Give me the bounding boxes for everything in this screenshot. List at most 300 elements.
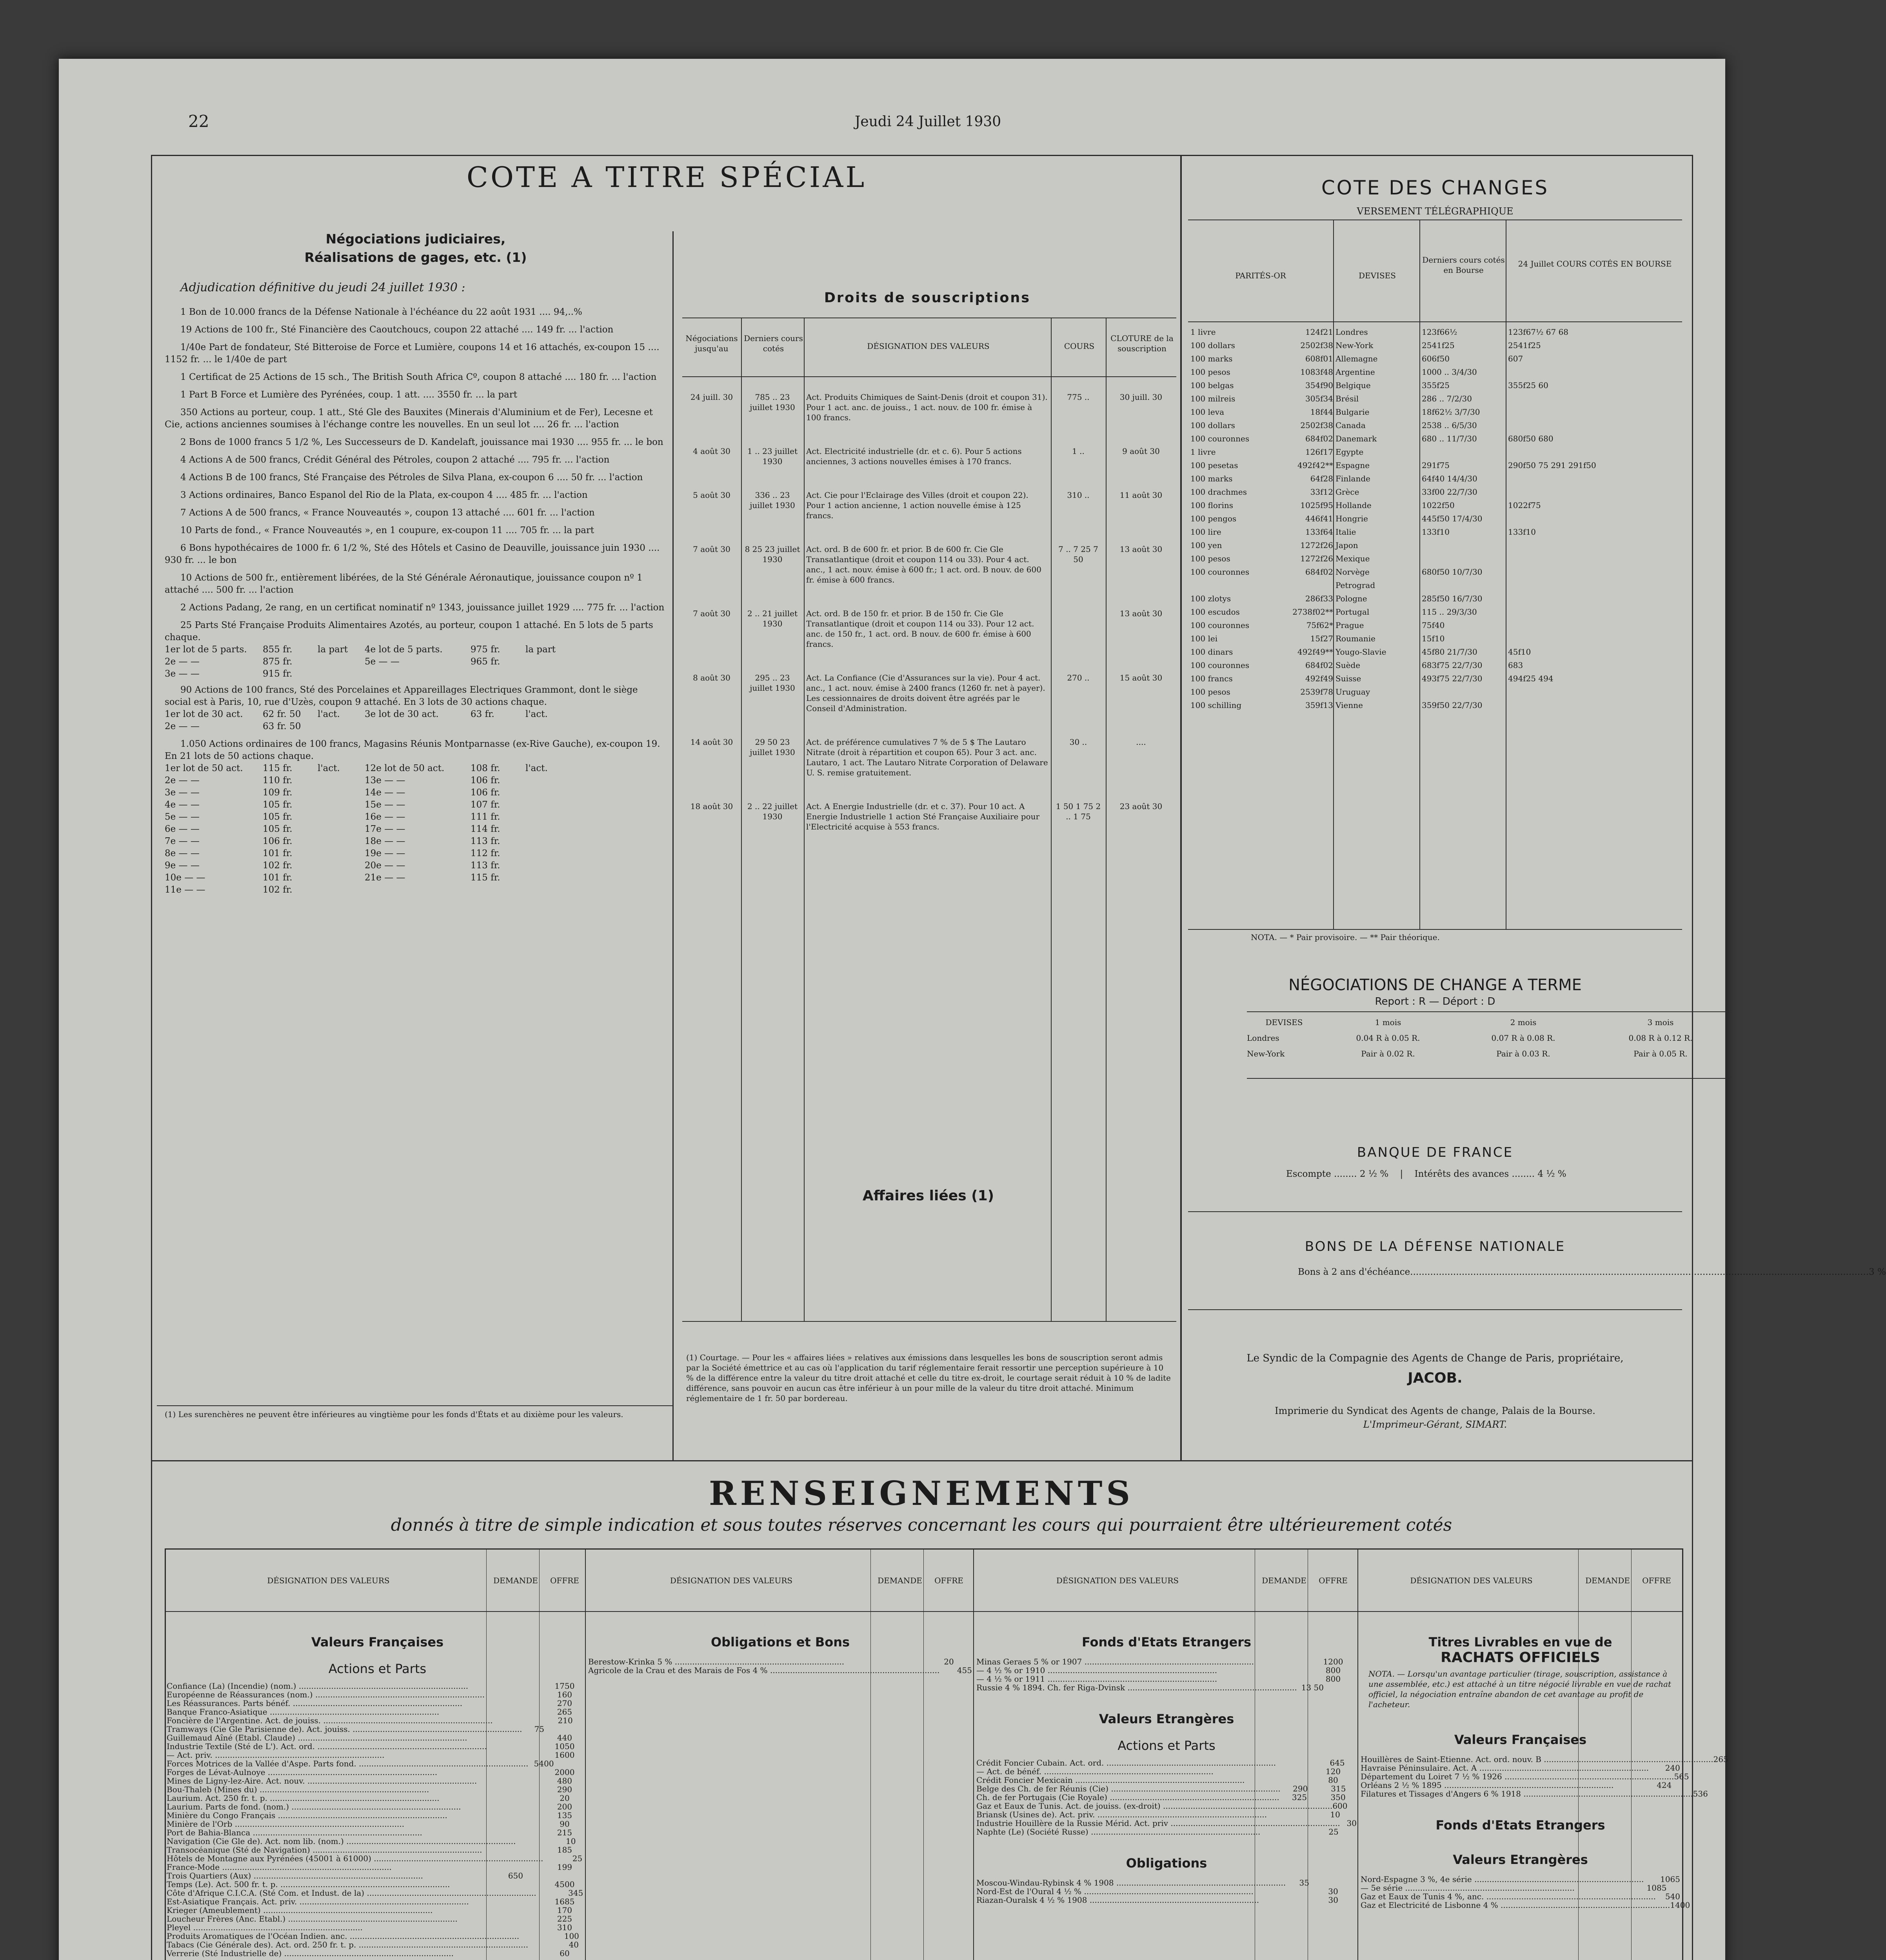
lot-cell — [525, 720, 565, 733]
change-cell: 100 francs — [1190, 674, 1233, 683]
lot-cell — [471, 720, 525, 733]
lot-row — [165, 644, 667, 656]
ren-item — [976, 1828, 1357, 1836]
ren-item-name: Riazan-Ouralsk 4 ½ % 1908 .................................................................... — [976, 1895, 1259, 1905]
change-cell: 100 dollars — [1190, 341, 1235, 350]
banque-title: BANQUE DE FRANCE — [1357, 1145, 1514, 1160]
lot-cell: 12e lot de 50 act. — [365, 763, 445, 773]
ren-item — [1361, 1884, 1680, 1892]
entry-text: 4 Actions B de 100 francs, Sté Française des Pétroles de Silva Plana, ex-coupon 6 — [180, 472, 554, 483]
ren-item-name: Mines de Ligny-lez-Aire. Act. nouv. .................................................................... — [167, 1776, 477, 1786]
entry-text: 10 Actions de 500 fr., entièrement libérées, de la Sté Générale Aéronautique, jouissance coupon nº 1 attaché — [165, 573, 643, 595]
droits-cours: 775 .. — [1067, 392, 1090, 402]
ren-item-name: Houillères de Saint-Etienne. Act. ord. nouv. B .................................................................... — [1361, 1755, 1713, 1764]
droits-clot: 23 août 30 — [1119, 802, 1163, 811]
change-cell: 45f80 21/7/30 — [1422, 647, 1477, 657]
ren-item-demande — [490, 1794, 541, 1802]
ren-item — [588, 1666, 972, 1675]
entry-text: 1 Part B Force et Lumière des Pyrénées, coup. 1 att. — [180, 390, 420, 400]
change-cell: 684f02 — [1305, 661, 1333, 670]
ren-item-demande — [516, 1837, 553, 1846]
change-cell — [1506, 619, 1682, 632]
change-cell: 123f66½ — [1422, 327, 1457, 337]
lot-cell — [471, 884, 525, 896]
change-row — [1188, 339, 1682, 352]
change-cell: Portugal — [1335, 607, 1370, 617]
lot-cell: 111 fr. — [471, 812, 500, 822]
entry-price: .... 1152 fr. ... le 1/40e de part — [165, 342, 660, 365]
change-cell: Belgique — [1335, 381, 1371, 390]
ren-item-demande: 75 — [534, 1724, 545, 1734]
lot-cell: 16e — — — [365, 812, 405, 822]
lot-cell: 4e lot de 5 parts. — [365, 644, 443, 655]
ren-item-name: Laurium. Act. 250 fr. t. p. .................................................................... — [167, 1793, 440, 1803]
lot-row — [165, 860, 667, 872]
entry-text: 350 Actions au porteur, coup. 1 att., Sté Gle des Bauxites (Minerais d'Aluminium et de Fer), Lecesne et Cie, actions anciennes soumises à l'échange contre les nouvelles. En un seul lot — [165, 407, 653, 430]
ren-item-offre: 310 — [557, 1923, 572, 1932]
ren-item-name: Minière du Congo Français .................................................................... — [167, 1811, 447, 1820]
terme-header: DEVISES — [1265, 1018, 1303, 1027]
ren-item-demande — [490, 1802, 541, 1811]
bons-label: Bons à 2 ans d'échéance — [1298, 1267, 1410, 1277]
page-number: 22 — [188, 112, 209, 131]
ren-item-name: Briansk (Usines de). Act. priv. .................................................................... — [976, 1810, 1267, 1819]
droits-rows — [682, 392, 1176, 855]
lot-cell: l'act. — [525, 709, 548, 719]
ren-header-designation: DÉSIGNATION DES VALEURS — [1056, 1576, 1179, 1585]
change-cell — [1506, 699, 1682, 712]
lot-cell: 10e — — — [165, 873, 205, 883]
ren-item-demande — [536, 1889, 563, 1897]
droits-clot: 30 juill. 30 — [1119, 392, 1163, 402]
ren-item-offre: 265 — [557, 1707, 572, 1717]
lot-row — [165, 884, 667, 896]
ren-header-demande: DEMANDE — [493, 1576, 538, 1585]
lot-cell: 4e — — — [165, 800, 200, 810]
change-cell — [1506, 419, 1682, 432]
lot-cell: 2e — — — [165, 721, 200, 731]
droits-cours: 1 .. — [1072, 446, 1085, 456]
ren-item — [167, 1837, 588, 1846]
ren-item — [167, 1690, 588, 1699]
change-cell: 133f64 — [1305, 527, 1333, 537]
ren-item-offre: 30 — [1328, 1895, 1338, 1905]
ren-item-name: Gaz et Eaux de Tunis 4 %, anc. .................................................................... — [1361, 1892, 1656, 1901]
ren-item-offre: 1750 — [554, 1681, 575, 1691]
lot-cell: l'act. — [318, 763, 340, 773]
rachats-title-2: RACHATS OFFICIELS — [1441, 1650, 1600, 1666]
lot-cell: 1er lot de 30 act. — [165, 709, 243, 719]
ren-item-offre: 120 — [1325, 1767, 1341, 1776]
ren-item — [1361, 1892, 1680, 1901]
change-cell — [1506, 565, 1682, 579]
adjudication-entry — [165, 407, 667, 431]
ren-item-offre: 565 — [1674, 1772, 1689, 1781]
ren-item-demande — [490, 1699, 541, 1708]
changes-title: COTE DES CHANGES — [1321, 176, 1549, 199]
ren-column-3 — [976, 1627, 1357, 1960]
change-cell — [1506, 579, 1682, 592]
change-cell: 100 pesos — [1190, 687, 1230, 697]
entry-text: 2 Bons de 1000 francs 5 1/2 %, Les Successeurs de D. Kandelaft, jouissance mai 1930 — [180, 437, 574, 447]
entry-price: .... 795 fr. ... l'action — [514, 455, 610, 465]
change-cell: 1022f75 — [1508, 501, 1541, 510]
droits-des: Act. Produits Chimiques de Saint-Denis (droit et coupon 31). Pour 1 act. anc. de jouiss., 1 act. nouv. de 100 fr. émise à 100 francs. — [806, 392, 1048, 422]
change-row — [1188, 605, 1682, 619]
change-row — [1188, 659, 1682, 672]
ren-item-offre: 270 — [557, 1699, 572, 1708]
syndic-line2: Imprimerie du Syndicat des Agents de change, Palais de la Bourse. — [1275, 1405, 1595, 1416]
ren-section-title: Valeurs Françaises — [1454, 1732, 1587, 1747]
change-cell: 100 couronnes — [1190, 621, 1250, 630]
change-cell: 100 pengos — [1190, 514, 1237, 523]
lot-row — [165, 656, 667, 668]
change-cell: Japon — [1335, 541, 1358, 550]
ren-item-name: Crédit Foncier Mexicain .................................................................... — [976, 1775, 1245, 1785]
ren-item-offre — [1323, 1878, 1357, 1887]
syndic-line3: L'Imprimeur-Gérant, SIMART. — [1363, 1419, 1507, 1430]
change-cell: 608f01 — [1305, 354, 1333, 363]
change-row — [1188, 352, 1682, 365]
change-cell: 1025f95 — [1300, 501, 1333, 510]
ren-item — [167, 1708, 588, 1716]
change-cell: 100 couronnes — [1190, 567, 1250, 577]
lot-cell: 5e — — — [165, 812, 200, 822]
terme-cell: Pair à 0.05 R. — [1633, 1049, 1688, 1058]
change-cell: 680 .. 11/7/30 — [1422, 434, 1477, 443]
change-cell: 100 leva — [1190, 407, 1224, 417]
ren-section-subtitle: Actions et Parts — [1117, 1738, 1216, 1753]
ren-item-name: Banque Franco-Asiatique .................................................................... — [167, 1707, 440, 1717]
change-row — [1188, 699, 1682, 712]
change-cell: 100 pesos — [1190, 367, 1230, 377]
ren-item-offre: 90 — [560, 1819, 570, 1829]
ren-item-offre: 265 — [1713, 1755, 1728, 1764]
terme-row — [1247, 1046, 1729, 1062]
change-cell: 493f75 22/7/30 — [1422, 674, 1483, 683]
change-cell — [1506, 632, 1682, 645]
ren-item — [167, 1716, 588, 1725]
ren-item-offre: 170 — [557, 1906, 572, 1915]
droits-cours: 310 .. — [1067, 490, 1090, 500]
bons-title: BONS DE LA DÉFENSE NATIONALE — [1305, 1239, 1566, 1254]
change-cell: 355f25 60 — [1508, 381, 1548, 390]
ren-item-name: Orléans 2 ½ % 1895 .................................................................... — [1361, 1780, 1614, 1790]
droits-cours — [1051, 608, 1106, 649]
ren-item-name: Les Réassurances. Parts bénéf. .................................................................... — [167, 1699, 463, 1708]
lot-cell: 62 fr. 50 — [263, 709, 301, 719]
ren-item-offre: 135 — [557, 1811, 572, 1820]
lot-cell — [318, 720, 365, 733]
ren-item — [976, 1657, 1357, 1666]
ren-item — [976, 1810, 1357, 1819]
change-cell: 115 .. 29/3/30 — [1422, 607, 1477, 617]
lot-row — [165, 787, 667, 799]
magasins-text: 1.050 Actions ordinaires de 100 francs, Magasins Réunis Montparnasse (ex-Rive Gauche), ex-coupon 19. En 21 lots de 50 actions chaque. — [165, 739, 660, 761]
ren-item-name: Département du Loiret 7 ½ % 1926 .................................................................... — [1361, 1772, 1674, 1781]
changes-header-parites: PARITÉS-OR — [1235, 271, 1286, 280]
escompte-label: Escompte — [1286, 1169, 1331, 1179]
lot-cell: 105 fr. — [263, 824, 293, 834]
ren-item-offre — [560, 1759, 588, 1768]
ren-item-name: Moscou-Windau-Rybinsk 4 % 1908 .................................................................... — [976, 1878, 1286, 1887]
ren-item-offre: 480 — [557, 1776, 572, 1786]
ren-item-offre: 290 — [557, 1785, 572, 1794]
lot-row — [165, 708, 667, 720]
change-cell: 100 pesos — [1190, 554, 1230, 563]
lot-cell: 7e — — — [165, 836, 200, 846]
entry-price: .... 149 fr. ... l'action — [518, 325, 614, 335]
change-cell: 359f13 — [1305, 701, 1333, 710]
entry-text: 2 Actions Padang, 2e rang, en un certificat nominatif nº 1343, jouissance juillet 1929 — [180, 603, 570, 613]
change-cell: 100 zlotys — [1190, 594, 1231, 603]
ren-item-demande — [490, 1863, 541, 1871]
ren-item-demande — [1644, 1875, 1660, 1884]
droits-header-neg: Négociations jusqu'au — [685, 334, 738, 353]
ren-item-offre: 1600 — [554, 1750, 575, 1760]
lot-cell — [525, 799, 565, 811]
ren-item-name: Tabacs (Cie Générale des). Act. ord. 250 fr. t. p. .................................................................... — [167, 1940, 529, 1949]
entry-text: 3 Actions ordinaires, Banco Espanol del Rio de la Plata, ex-coupon 4 — [180, 490, 493, 500]
ren-item-demande: 35 — [1299, 1878, 1309, 1887]
terme-header-row — [1247, 1014, 1729, 1030]
ren-section-title: Valeurs Françaises — [311, 1635, 444, 1650]
ren-item-demande — [874, 1657, 925, 1666]
lot-cell: 106 fr. — [263, 836, 293, 846]
ren-item — [167, 1802, 588, 1811]
lot-cell — [318, 860, 365, 872]
change-cell: New-York — [1335, 341, 1374, 350]
change-cell: 359f50 22/7/30 — [1422, 701, 1483, 710]
lot-row — [165, 811, 667, 823]
change-cell: 2738f02** — [1292, 607, 1333, 617]
lot-cell: 6e — — — [165, 824, 200, 834]
ren-item — [167, 1846, 588, 1854]
ren-item — [167, 1725, 588, 1733]
lot-cell — [525, 668, 565, 680]
change-cell: 75f40 — [1422, 621, 1445, 630]
entry-price: .... 94,..% — [536, 307, 582, 317]
banque-escompte: Escompte ........ 2 ½ % | Intérêts des avances ........ 4 ½ % — [1286, 1169, 1566, 1179]
terme-cell: 0.07 R à 0.08 R. — [1491, 1033, 1555, 1043]
change-cell: 492f49 — [1305, 674, 1333, 683]
entry-price: .... 705 fr. ... la part — [503, 525, 594, 535]
change-row — [1188, 512, 1682, 525]
ren-section-title: Valeurs Etrangères — [1453, 1852, 1588, 1867]
ren-item-offre: 215 — [557, 1828, 572, 1837]
droits-des: Act. La Confiance (Cie d'Assurances sur la vie). Pour 4 act. anc., 1 act. nouv. émise à 2400 francs (1260 fr. net à payer). Les cessionnaires de droits doivent être agréés par le Conseil d'Administration. — [806, 673, 1045, 713]
ren-item-demande — [519, 1932, 555, 1940]
ren-header-offre: OFFRE — [934, 1576, 963, 1585]
change-cell: 100 florins — [1190, 501, 1234, 510]
change-cell — [1506, 405, 1682, 419]
ren-item — [976, 1793, 1357, 1802]
ren-item-name: Naphte (Le) (Société Russe) .................................................................... — [976, 1827, 1261, 1837]
ren-item-demande: 13 50 — [1301, 1683, 1324, 1692]
escompte-value: 2 ½ % — [1359, 1169, 1389, 1179]
ren-item — [167, 1794, 588, 1802]
lot-cell: 965 fr. — [471, 657, 500, 667]
change-cell — [1419, 685, 1506, 699]
ren-item-offre: 1050 — [554, 1742, 575, 1751]
ren-item — [1361, 1781, 1680, 1789]
ren-item-offre: 100 — [564, 1931, 579, 1941]
change-cell: 683f75 22/7/30 — [1422, 661, 1483, 670]
ren-item-offre: 40 — [569, 1940, 579, 1949]
lot-row — [165, 799, 667, 811]
change-cell: Suisse — [1335, 674, 1361, 683]
change-cell: 126f17 — [1305, 447, 1333, 457]
ren-item-demande — [1582, 1884, 1633, 1892]
change-cell: 64f28 — [1310, 474, 1333, 483]
ren-item-name: Navigation (Cie Gle de). Act. nom lib. (nom.) .................................................................... — [167, 1837, 516, 1846]
cote-special-footnote: (1) Les surenchères ne peuvent être inférieures au vingtième pour les fonds d'États et au dixième pour les valeurs. — [165, 1410, 623, 1419]
change-cell: 100 marks — [1190, 354, 1233, 363]
change-cell: 1272f26 — [1300, 541, 1333, 550]
terme-header: 2 mois — [1510, 1018, 1537, 1027]
change-cell: 1272f26 — [1300, 554, 1333, 563]
change-cell — [1419, 552, 1506, 565]
change-cell: 75f62* — [1306, 621, 1333, 630]
negociations-column — [165, 231, 667, 896]
change-cell — [1506, 685, 1682, 699]
change-row — [1188, 419, 1682, 432]
change-row — [1188, 632, 1682, 645]
droits-cours: 7 .. 7 25 7 50 — [1058, 544, 1098, 564]
ren-item — [167, 1880, 588, 1889]
droits-des: Act. Cie pour l'Eclairage des Villes (droit et coupon 22). Pour 1 action ancienne, 1 action nouvelle émise à 125 francs. — [806, 490, 1028, 520]
entry-price: .... 955 fr. ... le bon — [574, 437, 663, 447]
affaires-liees: Affaires liées (1) — [862, 1188, 994, 1204]
ren-item-offre: 200 — [557, 1802, 572, 1811]
droits-neg: 24 juill. 30 — [690, 392, 733, 402]
adjudication-entry — [165, 454, 667, 466]
ren-item-offre: 20 — [944, 1657, 954, 1666]
ren-item-offre: 345 — [568, 1888, 583, 1898]
ren-item — [167, 1777, 588, 1785]
lot-cell: 11e — — — [165, 885, 205, 895]
ren-item — [1361, 1764, 1680, 1772]
change-cell: 354f90 — [1305, 381, 1333, 390]
rachats-title-1: Titres Livrables en vue de — [1428, 1635, 1612, 1650]
ren-item-demande: 650 — [508, 1871, 523, 1880]
change-row — [1188, 499, 1682, 512]
bons-line — [1298, 1266, 1886, 1278]
entry-text: 7 Actions A de 500 francs, « France Nouveautés », coupon 13 attaché — [180, 508, 500, 518]
change-row — [1188, 365, 1682, 379]
terme-title: NÉGOCIATIONS DE CHANGE A TERME — [1288, 976, 1582, 994]
ren-item — [167, 1949, 588, 1958]
droits-des: Act. A Energie Industrielle (dr. et c. 37). Pour 10 act. A Energie Industrielle 1 action Sté Française Auxiliaire pour l'Electricité acquise à 553 francs. — [806, 802, 1040, 831]
ren-header-demande: DEMANDE — [878, 1576, 922, 1585]
ren-item-name: Gaz et Electricité de Lisbonne 4 % .................................................................... — [1361, 1900, 1670, 1910]
ren-item-demande — [490, 1828, 541, 1837]
ren-item-offre: 185 — [557, 1845, 572, 1855]
droits-row — [682, 801, 1176, 832]
adjudication-entry — [165, 472, 667, 484]
ren-item — [976, 1683, 1357, 1692]
lot-cell: 105 fr. — [263, 800, 293, 810]
ren-item-demande — [490, 1949, 541, 1958]
ren-item — [167, 1811, 588, 1820]
ren-item-demande — [490, 1880, 541, 1889]
droits-header-cloture: CLOTURE de la souscription — [1110, 334, 1174, 353]
lot-cell: 15e — — — [365, 800, 405, 810]
ren-item — [167, 1906, 588, 1915]
adjudication-entry — [165, 341, 667, 366]
ren-item-offre: 210 — [558, 1716, 573, 1725]
ren-item-name: Filatures et Tissages d'Angers 6 % 1918 .................................................................... — [1361, 1789, 1693, 1798]
droits-dern: 785 .. 23 juillet 1930 — [750, 392, 795, 412]
change-cell: 445f50 17/4/30 — [1422, 514, 1483, 523]
lot-cell: 102 fr. — [263, 860, 293, 871]
ren-item-demande: 325 — [1292, 1793, 1307, 1802]
ren-item-offre: 60 — [560, 1949, 570, 1958]
change-cell: 18f44 — [1310, 407, 1333, 417]
change-cell: Bulgarie — [1335, 407, 1370, 417]
lot-cell — [318, 811, 365, 823]
ren-item-demande — [1260, 1828, 1310, 1836]
ren-section-title: Fonds d'Etats Etrangers — [1081, 1635, 1252, 1650]
change-cell — [1188, 579, 1286, 592]
change-cell — [1419, 539, 1506, 552]
ren-item-name: Forces Motrices de la Vallée d'Aspe. Parts fond. .................................................................... — [167, 1759, 529, 1768]
lot-cell — [365, 720, 471, 733]
terme-row — [1247, 1030, 1729, 1046]
change-cell: 2538 .. 6/5/30 — [1422, 421, 1477, 430]
terme-cell: New-York — [1247, 1049, 1285, 1058]
ren-item-offre: 225 — [557, 1914, 572, 1924]
lot-cell — [525, 884, 565, 896]
lot-cell: 102 fr. — [263, 885, 293, 895]
adjudication-entry — [165, 306, 667, 318]
droits-cours: 30 .. — [1069, 737, 1087, 747]
ren-item-name: Minière de l'Orb .................................................................... — [167, 1819, 405, 1829]
droits-neg: 5 août 30 — [693, 490, 730, 500]
change-cell — [1506, 512, 1682, 525]
ren-item-demande — [490, 1846, 541, 1854]
ren-item — [167, 1742, 588, 1751]
ren-item-demande — [490, 1906, 541, 1915]
lot-row — [165, 835, 667, 848]
droits-row — [682, 673, 1176, 713]
terme-cell: 0.08 R à 0.12 R. — [1628, 1033, 1693, 1043]
change-cell: Vienne — [1335, 701, 1363, 710]
adjudication-entry — [165, 324, 667, 336]
entry-price: .... 930 fr. ... le bon — [165, 543, 660, 565]
lot-cell: 112 fr. — [471, 848, 500, 858]
change-row — [1188, 619, 1682, 632]
lot-cell: 105 fr. — [263, 812, 293, 822]
lot-cell: 63 fr. — [471, 709, 494, 719]
lot-row — [165, 762, 667, 775]
ren-item — [588, 1657, 972, 1666]
ren-item-demande — [490, 1708, 541, 1716]
lot-cell: 17e — — — [365, 824, 405, 834]
parts25-text: 25 Parts Sté Française Produits Alimentaires Azotés, au porteur, coupon 1 attaché. En 5 lots de 5 parts chaque. — [165, 620, 653, 642]
ren-item-offre — [1348, 1802, 1357, 1810]
ren-item — [976, 1878, 1357, 1887]
ren-section-title: Obligations — [1126, 1856, 1207, 1871]
change-cell: 100 milreis — [1190, 394, 1236, 403]
ren-item-name: Nord-Espagne 3 %, 4e série .................................................................... — [1361, 1875, 1644, 1884]
change-cell: 33f00 22/7/30 — [1422, 487, 1477, 497]
terme-header: 1 mois — [1375, 1018, 1401, 1027]
lot-cell: 975 fr. — [471, 644, 500, 655]
ren-item — [167, 1923, 588, 1932]
ren-item — [167, 1871, 588, 1880]
lot-cell: 915 fr. — [263, 669, 293, 679]
